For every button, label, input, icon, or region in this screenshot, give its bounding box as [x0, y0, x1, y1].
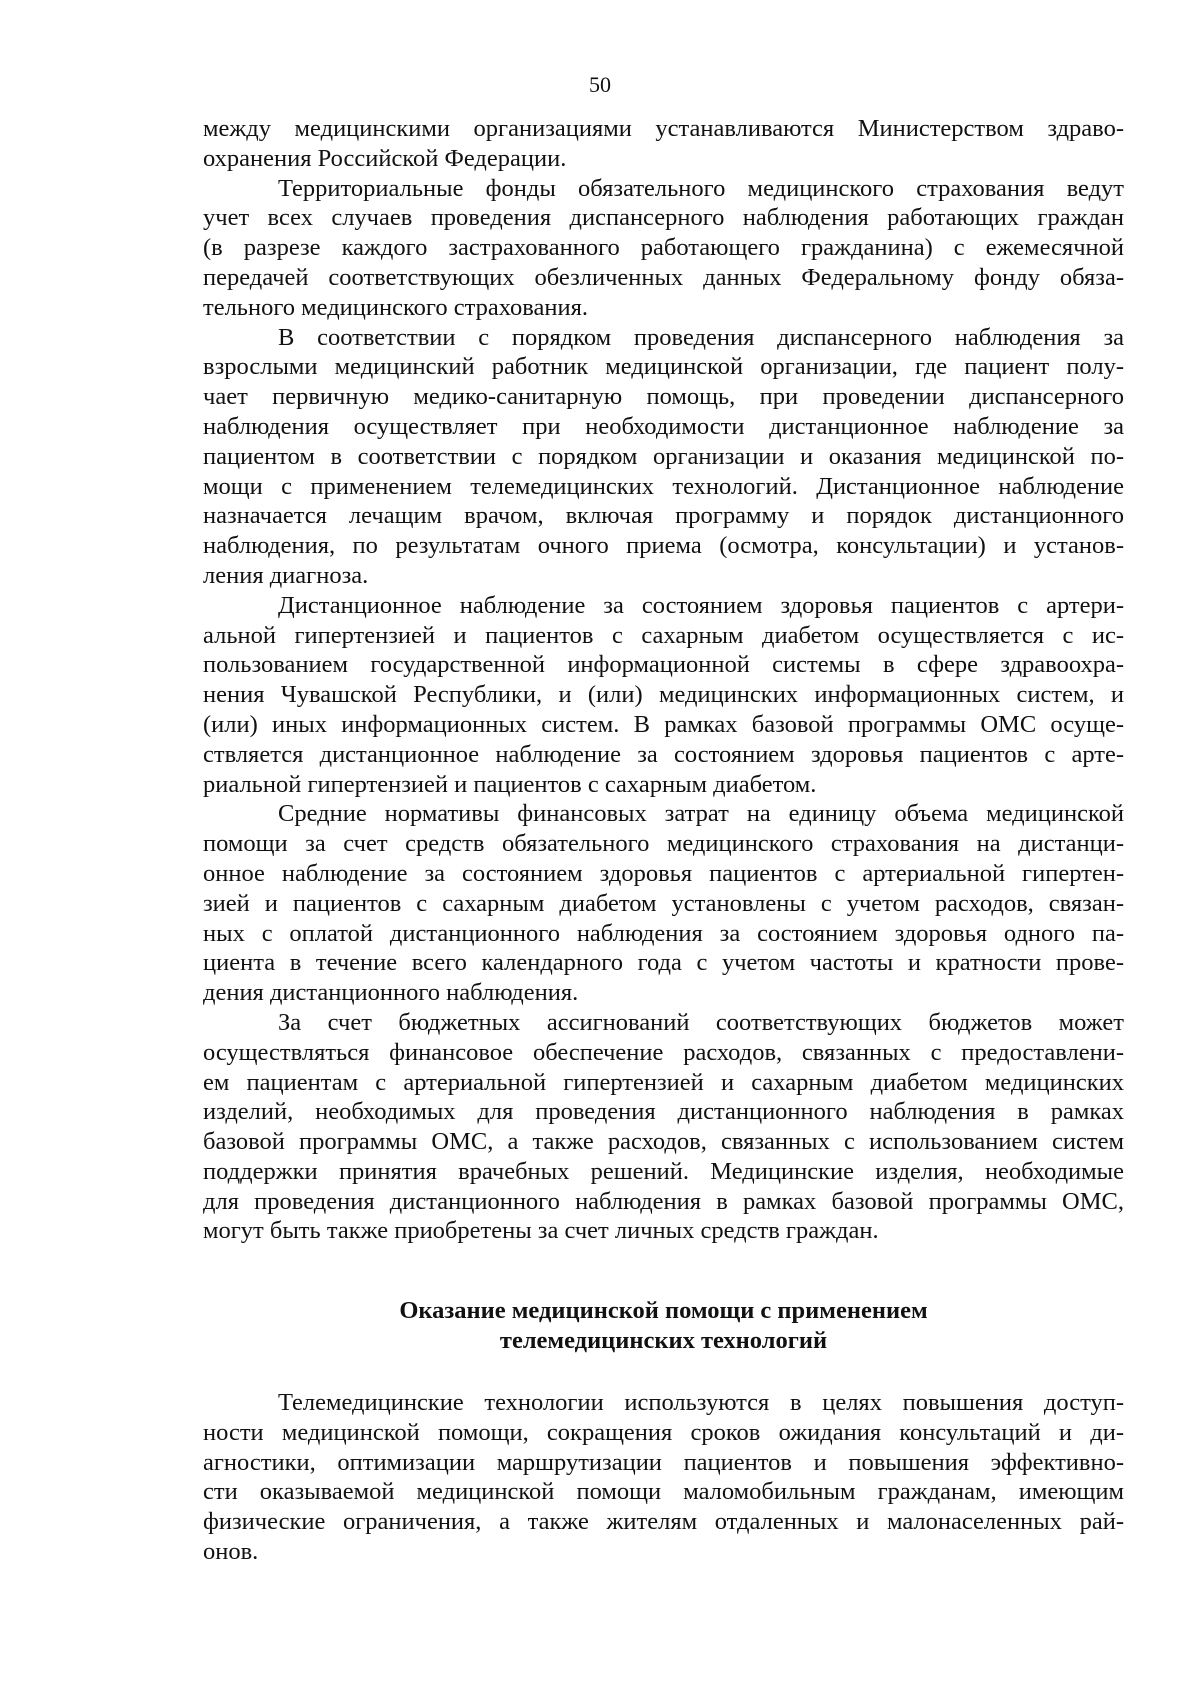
text-line: зией и пациентов с сахарным диабетом установлены с учетом расходов, связан- — [203, 889, 1124, 917]
text-line: агностики, оптимизации маршрутизации пациентов и повышения эффективно- — [203, 1448, 1124, 1476]
text-line: Средние нормативы финансовых затрат на единицу объема медицинской — [278, 800, 1124, 828]
text-line: назначается лечащим врачом, включая программу и порядок дистанционного — [203, 502, 1124, 530]
text-line: В соответствии с порядком проведения диспансерного наблюдения за — [278, 323, 1124, 351]
text-line: между медицинскими организациями устанавливаются Министерством здраво- — [203, 115, 1124, 142]
text-line: ем пациентам с артериальной гипертензией и сахарным диабетом медицинских — [203, 1068, 1124, 1096]
text-line: охранения Российской Федерации. — [203, 144, 567, 172]
text-line: ности медицинской помощи, сокращения сроков ожидания консультаций и ди- — [203, 1418, 1124, 1446]
text-line: чает первичную медико-санитарную помощь, при проведении диспансерного — [203, 383, 1124, 411]
text-line: Территориальные фонды обязательного медицинского страхования ведут — [278, 174, 1124, 202]
text-line: осуществляться финансовое обеспечение расходов, связанных с предоставлени- — [203, 1038, 1124, 1066]
text-line: ления диагноза. — [203, 561, 369, 589]
text-line: сти оказываемой медицинской помощи маломобильным гражданам, имеющим — [203, 1478, 1124, 1506]
text-line: взрослыми медицинский работник медицинской организации, где пациент полу- — [203, 353, 1124, 381]
text-line: Телемедицинские технологии используются в целях повышения доступ- — [278, 1389, 1124, 1416]
text-line: наблюдения, по результатам очного приема (осмотра, консультации) и установ- — [203, 532, 1124, 560]
text-line: ствляется дистанционное наблюдение за состоянием здоровья пациентов с арте- — [203, 740, 1124, 768]
section-heading — [203, 1296, 1124, 1356]
section-heading-line-1: Оказание медицинской помощи с применением — [399, 1297, 928, 1324]
text-line: (в разрезе каждого застрахованного работающего гражданина) с ежемесячной — [203, 234, 1124, 262]
text-line: онов. — [203, 1537, 259, 1565]
text-line: учет всех случаев проведения диспансерного наблюдения работающих граждан — [203, 204, 1124, 232]
text-line: базовой программы ОМС, а также расходов, связанных с использованием систем — [203, 1128, 1124, 1156]
text-line: альной гипертензией и пациентов с сахарным диабетом осуществляется с ис- — [203, 621, 1124, 649]
page-number: 50 — [589, 72, 611, 97]
body-text-block — [203, 114, 1124, 1246]
text-line: пользованием государственной информационной системы в сфере здравоохра- — [203, 651, 1124, 679]
text-line: риальной гипертензией и пациентов с сахарным диабетом. — [203, 770, 817, 798]
text-line: мощи с применением телемедицинских технологий. Дистанционное наблюдение — [203, 472, 1124, 500]
text-line: нения Чувашской Республики, и (или) медицинских информационных систем, и — [203, 681, 1124, 709]
section-body-text-block — [203, 1388, 1124, 1567]
text-line: пациентом в соответствии с порядком организации и оказания медицинской по- — [203, 442, 1124, 470]
text-line: поддержки принятия врачебных решений. Медицинские изделия, необходимые — [203, 1157, 1124, 1185]
text-line: передачей соответствующих обезличенных данных Федеральному фонду обяза- — [203, 263, 1124, 291]
text-line: За счет бюджетных ассигнований соответствующих бюджетов может — [278, 1008, 1124, 1036]
text-line: Дистанционное наблюдение за состоянием здоровья пациентов с артери- — [278, 591, 1124, 619]
text-line: могут быть также приобретены за счет личных средств граждан. — [203, 1217, 879, 1245]
text-line: наблюдения осуществляет при необходимости дистанционное наблюдение за — [203, 412, 1124, 440]
text-line: помощи за счет средств обязательного медицинского страхования на дистанци- — [203, 830, 1124, 858]
text-line: дения дистанционного наблюдения. — [203, 979, 579, 1007]
text-line: для проведения дистанционного наблюдения в рамках базовой программы ОМС, — [203, 1187, 1124, 1215]
text-line: онное наблюдение за состоянием здоровья пациентов с артериальной гипертен- — [203, 859, 1124, 887]
text-line: изделий, необходимых для проведения дистанционного наблюдения в рамках — [203, 1098, 1124, 1126]
text-line: тельного медицинского страхования. — [203, 293, 589, 321]
text-line: физические ограничения, а также жителям отдаленных и малонаселенных рай- — [203, 1508, 1124, 1536]
text-line: (или) иных информационных систем. В рамках базовой программы ОМС осуще- — [203, 710, 1124, 738]
text-line: ных с оплатой дистанционного наблюдения за состоянием здоровья одного па- — [203, 919, 1124, 947]
text-line: циента в течение всего календарного года с учетом частоты и кратности прове- — [203, 949, 1124, 977]
section-heading-line-2: телемедицинских технологий — [499, 1327, 828, 1354]
